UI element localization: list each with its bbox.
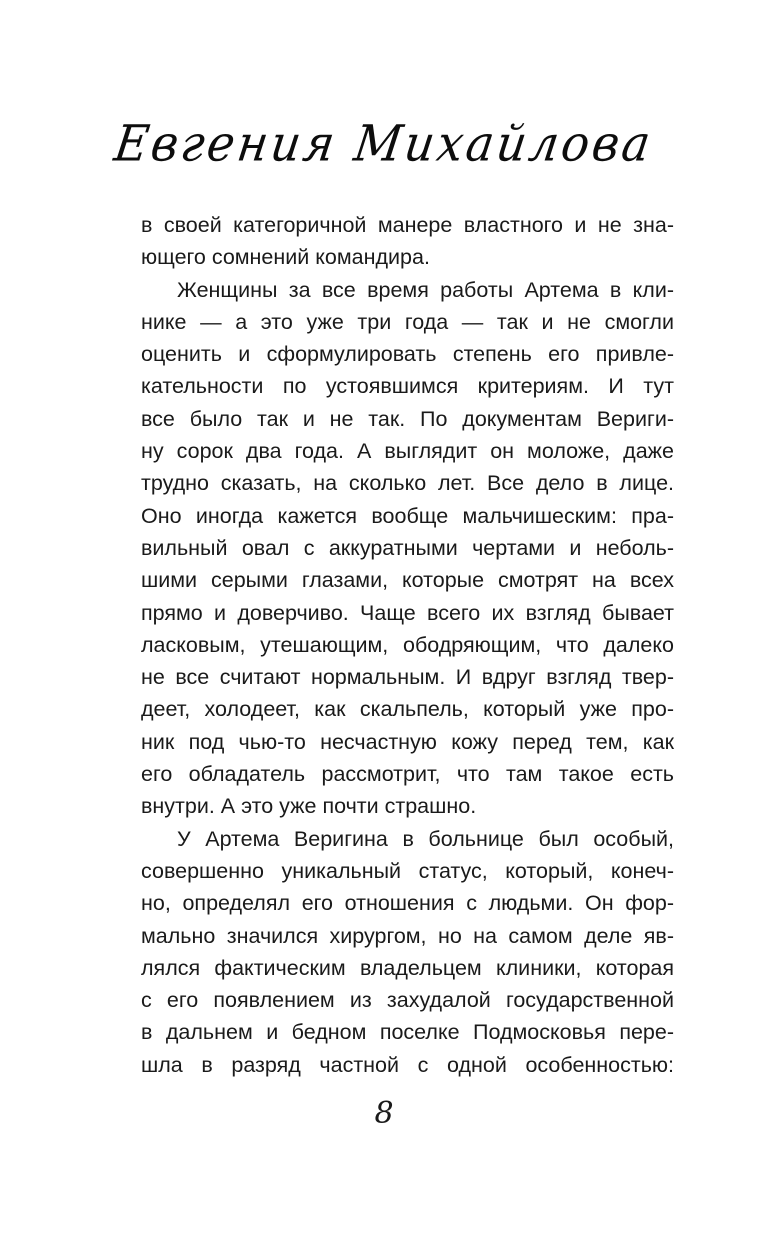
text-line: ласковым, утешающим, ободряющим, что далеко [141, 632, 674, 657]
text-line: ну сорок два года. А выглядит он моложе, даже [141, 439, 674, 464]
text-line: ющего сомнений командира. [141, 245, 430, 270]
text-line: внутри. А это уже почти страшно. [141, 794, 477, 819]
text-line: Оно иногда кажется вообще мальчишеским: пра- [141, 503, 674, 528]
text-line: ник под чью-то несчастную кожу перед тем, как [141, 729, 674, 754]
page-number: 8 [374, 1096, 394, 1131]
author-name: Евгения Михайлова [111, 113, 657, 173]
text-line: деет, холодеет, как скальпель, который уже про- [141, 697, 674, 722]
text-line: но, определял его отношения с людьми. Он фор- [141, 891, 674, 916]
text-line: нике — а это уже три года — так и не смогли [141, 309, 674, 334]
text-line: не все считают нормальным. И вдруг взгляд твер- [141, 665, 674, 690]
running-header [0, 108, 768, 178]
text-line: с его появлением из захудалой государственной [141, 988, 674, 1013]
text-line: шими серыми глазами, которые смотрят на всех [141, 568, 674, 593]
text-line: лялся фактическим владельцем клиники, которая [141, 955, 674, 980]
text-line: шла в разряд частной с одной особенностью: [141, 1052, 674, 1077]
text-line: мально значился хирургом, но на самом деле яв- [141, 923, 674, 948]
text-line: трудно сказать, на сколько лет. Все дело в лице. [141, 471, 674, 496]
text-line: кательности по устоявшимся критериям. И тут [141, 374, 674, 399]
text-line: У Артема Веригина в больнице был особый, [177, 826, 674, 851]
text-line: вильный овал с аккуратными чертами и неболь- [141, 535, 674, 560]
text-line: в дальнем и бедном поселке Подмосковья пере- [141, 1020, 674, 1045]
text-line: оценить и сформулировать степень его привле- [141, 342, 674, 367]
text-line: Женщины за все время работы Артема в кли- [177, 277, 674, 302]
text-line: прямо и доверчиво. Чаще всего их взгляд бывает [141, 600, 674, 625]
body-text [141, 209, 674, 1081]
text-line: его обладатель рассмотрит, что там такое есть [141, 762, 674, 787]
text-line: в своей категоричной манере властного и не зна- [141, 213, 674, 237]
text-line: все было так и не так. По документам Вериги- [141, 406, 674, 431]
text-line: совершенно уникальный статус, который, конеч- [141, 858, 674, 883]
